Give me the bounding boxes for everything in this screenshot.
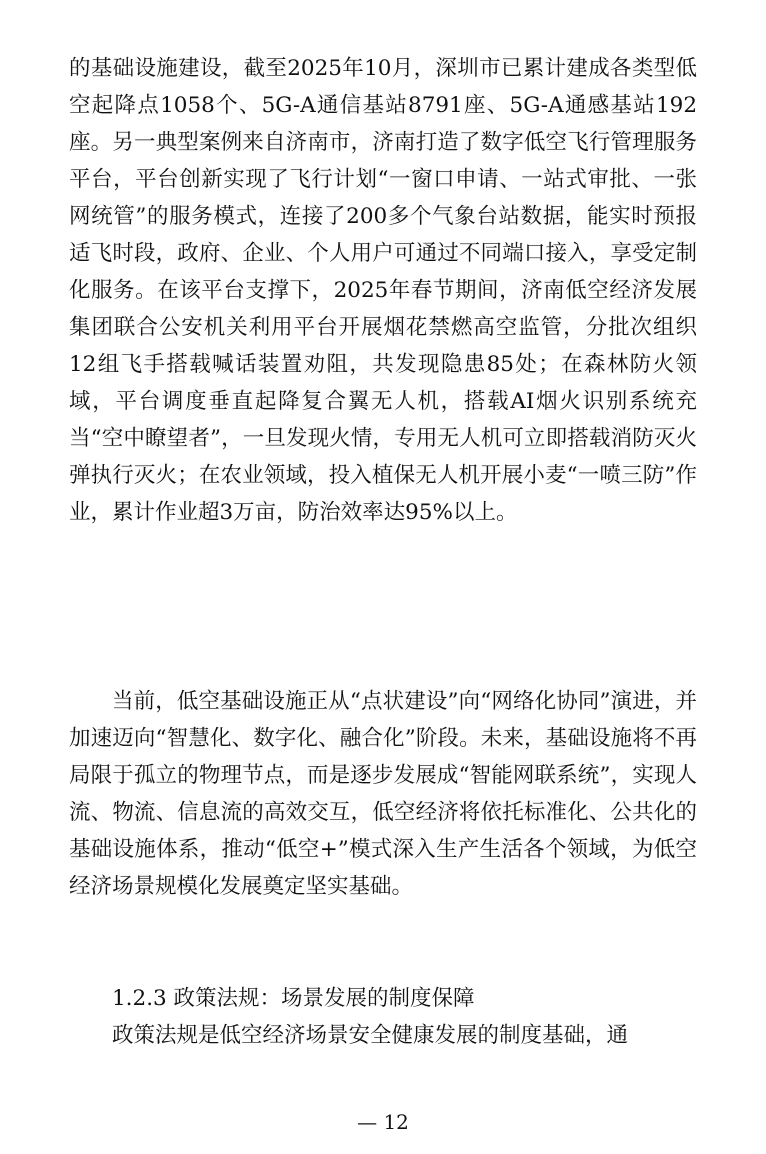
body-paragraph-1: 的基础设施建设，截至2025年10月，深圳市已累计建成各类型低空起降点1058个、5G-A通信基站8791座、5G-A通感基站192座。另一典型案例来自济南市，济南打造了数字低空飞行管理服务平台，平台创新实现了飞行计划“一窗口申请、一站式审批、一张网统管”的服务模式，连接了200多个气象台站数据，能实时预报适飞时段，政府、企业、个人用户可通过不同端口接入，享受定制化服务。在该平台支撑下，2025年春节期间，济南低空经济发展集团联合公安机关利用平台开展烟花禁燃高空监管，分批次组织12组飞手搭载喊话装置劝阻，共发现隐患85处；在森林防火领域，平台调度垂直起降复合翼无人机，搭载AI烟火识别系统充当“空中瞭望者”，一旦发现火情，专用无人机可立即搭载消防灭火弹执行灭火；在农业领域，投入植保无人机开展小麦“一喷三防”作业，累计作业超3万亩，防治效率达95%以上。 [69, 56, 697, 525]
body-paragraph-2: 当前，低空基础设施正从“点状建设”向“网络化协同”演进，并加速迈向“智慧化、数字化、融合化”阶段。未来，基础设施将不再局限于孤立的物理节点，而是逐步发展成“智能网联系统”，实现人流、物流、信息流的高效交互，低空经济将依托标准化、公共化的基础设施体系，推动“低空+”模式深入生产生活各个领域，为低空经济场景规模化发展奠定坚实基础。 [69, 689, 697, 899]
section-heading: 1.2.3 政策法规：场景发展的制度保障 [112, 986, 475, 1011]
body-paragraph-3: 政策法规是低空经济场景安全健康发展的制度基础，通 [112, 1023, 629, 1048]
page-number: — 12 [357, 1110, 409, 1134]
